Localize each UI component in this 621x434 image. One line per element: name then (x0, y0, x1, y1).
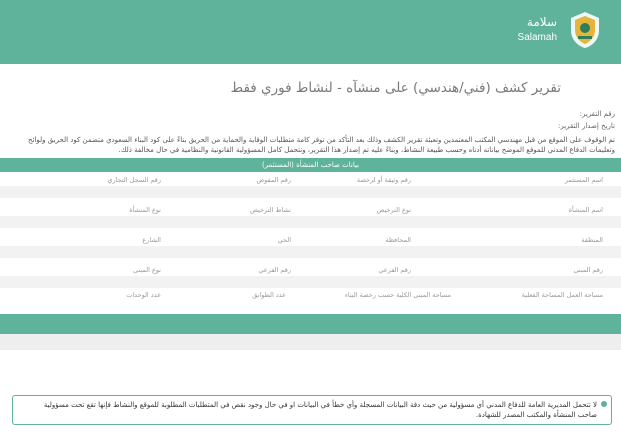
brand-name-ar: سلامة (526, 15, 557, 29)
field-label: رقم الفرعي (378, 266, 411, 274)
brand-name-en: Salamah (517, 32, 557, 43)
report-date-label: تاريخ إصدار التقرير: (557, 122, 615, 130)
field-label: نشاط الترخيص (250, 206, 291, 214)
report-number-label: رقم التقرير: (579, 110, 615, 118)
field-label: عدد الطوابق (252, 291, 286, 299)
field-label: اسم المنشأة (568, 206, 603, 214)
field-label: نوع المبنى (133, 266, 161, 274)
row-divider (0, 216, 621, 228)
info-icon (601, 401, 607, 407)
field-label: رقم المبنى (573, 266, 603, 274)
field-label: الحي (277, 236, 291, 244)
data-row (0, 291, 621, 301)
disclaimer-text: لا تتحمل المديرية العامة للدفاع المدني أي مسؤولية من حيث دقة البيانات المسجلة وأي خطأ في البيانات او في حال وجود نقص في المتطلبات المطلوبة للموقع والنشاط فإنها تقع تحت مسؤولية صاحب المنشأة والمكتب المصدر للشهادة. (43, 401, 597, 419)
field-label: رقم السجل التجاري (107, 176, 161, 184)
report-title: تقرير كشف (فني/هندسي) على منشآه - لنشاط فوري فقط (230, 80, 561, 96)
field-label: عدد الوحدات (126, 291, 161, 299)
field-label: مساحة العمل المساحة الفعلية (521, 291, 603, 299)
row-divider (0, 276, 621, 288)
civil-defense-emblem-icon (567, 10, 603, 50)
row-divider (0, 246, 621, 258)
owner-section-title: بيانات صاحب المنشأة (المستثمر) (0, 158, 621, 172)
field-label: نوع المنشأة (129, 206, 161, 214)
app-header (0, 0, 621, 64)
data-row (0, 266, 621, 276)
disclaimer-notice (12, 395, 612, 425)
data-row (0, 176, 621, 186)
field-label: رقم الفرعي (258, 266, 291, 274)
field-label: مساحة المبنى الكلية حسب رخصة البناء (344, 291, 451, 299)
field-label: نوع الترخيص (376, 206, 411, 214)
field-label: المحافظة (385, 236, 411, 244)
field-label: اسم المستثمر (564, 176, 603, 184)
section-strip (0, 334, 621, 350)
data-row (0, 236, 621, 246)
row-divider (0, 186, 621, 198)
report-description: تم الوقوف على الموقع من قبل مهندسي المكتب المعتمدين وتعبئة تقرير الكشف وذلك بعد التأكد من توفر كامة متطلبات الوقاية والحماية من الحريق بناءً على كود البناء السعودي متضمن كود الحريق ولوائح وتعليمات الدفاع المدني للموقع الموضح بياناته أدناه وحسب طبيعة النشاط، وبناءً عليه تم إصدار هذا التقرير، ونتحمل كامل المسؤولية القانونية والنظامية في حال مخالفة ذلك. (28, 136, 615, 154)
field-label: المنطقة (581, 236, 603, 244)
data-row (0, 206, 621, 216)
brand[interactable] (518, 10, 603, 50)
field-label: رقم وثيقة أو لرخصة (356, 176, 411, 184)
field-label: الشارع (142, 236, 161, 244)
section-bar (0, 314, 621, 334)
field-label: رقم المفوض (256, 176, 291, 184)
